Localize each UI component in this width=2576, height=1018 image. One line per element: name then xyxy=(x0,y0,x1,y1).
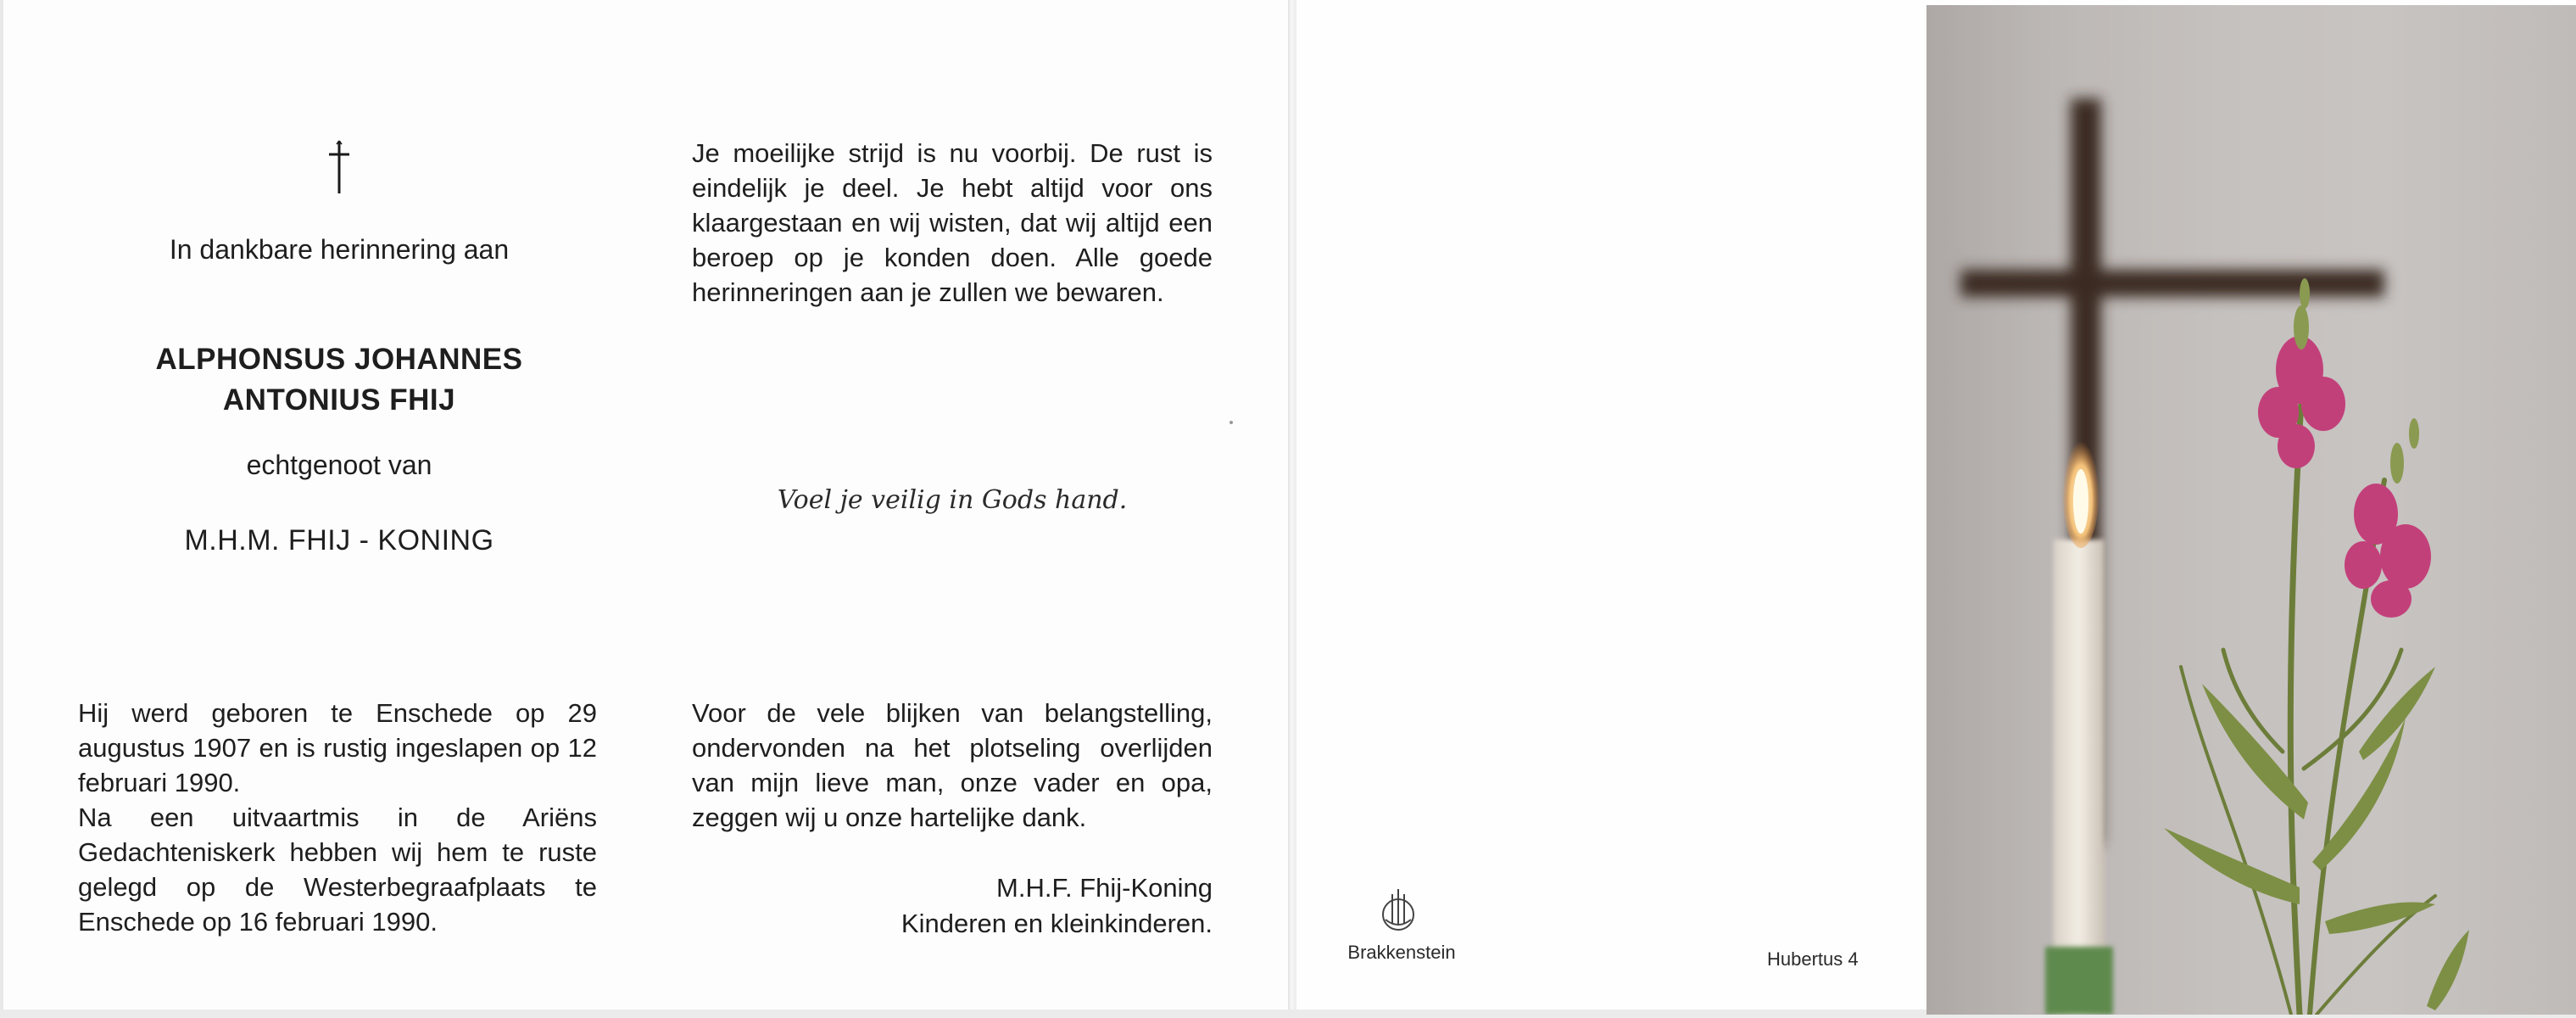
paper-speck xyxy=(1229,421,1233,424)
intro-line: In dankbare herinnering aan xyxy=(169,234,510,265)
bio-birth-death: Hij werd geboren te Enschede op 29 augustus 1907 en is rustig ingeslapen op 12 februari 1990. xyxy=(78,698,597,797)
deceased-name xyxy=(102,339,577,421)
thanks-text: Voor de vele blijken van belangstelling, ondervonden na het plotseling overlijden van mijn lieve man, onze vader en opa, zeggen wij u onze hartelijke dank. xyxy=(692,698,1213,832)
brakkenstein-logo-icon xyxy=(1372,882,1425,935)
publisher-name: Brakkenstein xyxy=(1347,942,1456,963)
cross-icon xyxy=(322,137,356,197)
card-code: Hubertus 4 xyxy=(1767,948,1859,970)
spouse-name: M.H.M. FHIJ - KONING xyxy=(184,524,494,557)
spouse-label: echtgenoot van xyxy=(246,450,432,480)
signature-family: Kinderen en kleinkinderen. xyxy=(900,909,1213,938)
signature-name: M.H.F. Fhij-Koning xyxy=(996,873,1213,903)
signature-block xyxy=(692,870,1213,942)
poem-text: Je moeilijke strijd is nu voorbij. De rust is eindelijk je deel. Je hebt altijd voor ons klaargestaan en wij wisten, dat wij altijd een beroep op je konden doen. Alle goede herinneringen aan je zullen we bewaren. xyxy=(692,138,1213,307)
devotional-photo xyxy=(1926,5,2576,1015)
name-line-1: ALPHONSUS JOHANNES xyxy=(155,343,523,376)
card-fold xyxy=(1288,0,1296,1018)
bio-funeral: Na een uitvaartmis in de Ariëns Gedachteniskerk hebben wij hem te ruste gelegd op de Westerbegraafplaats te Enschede op 16 februari 1990. xyxy=(78,803,597,937)
photo-illustration xyxy=(1926,5,2576,1015)
motto: Voel je veilig in Gods hand. xyxy=(777,485,1128,515)
card-edge xyxy=(0,0,3,1018)
biography xyxy=(78,696,597,939)
name-line-2: ANTONIUS FHIJ xyxy=(222,383,456,417)
